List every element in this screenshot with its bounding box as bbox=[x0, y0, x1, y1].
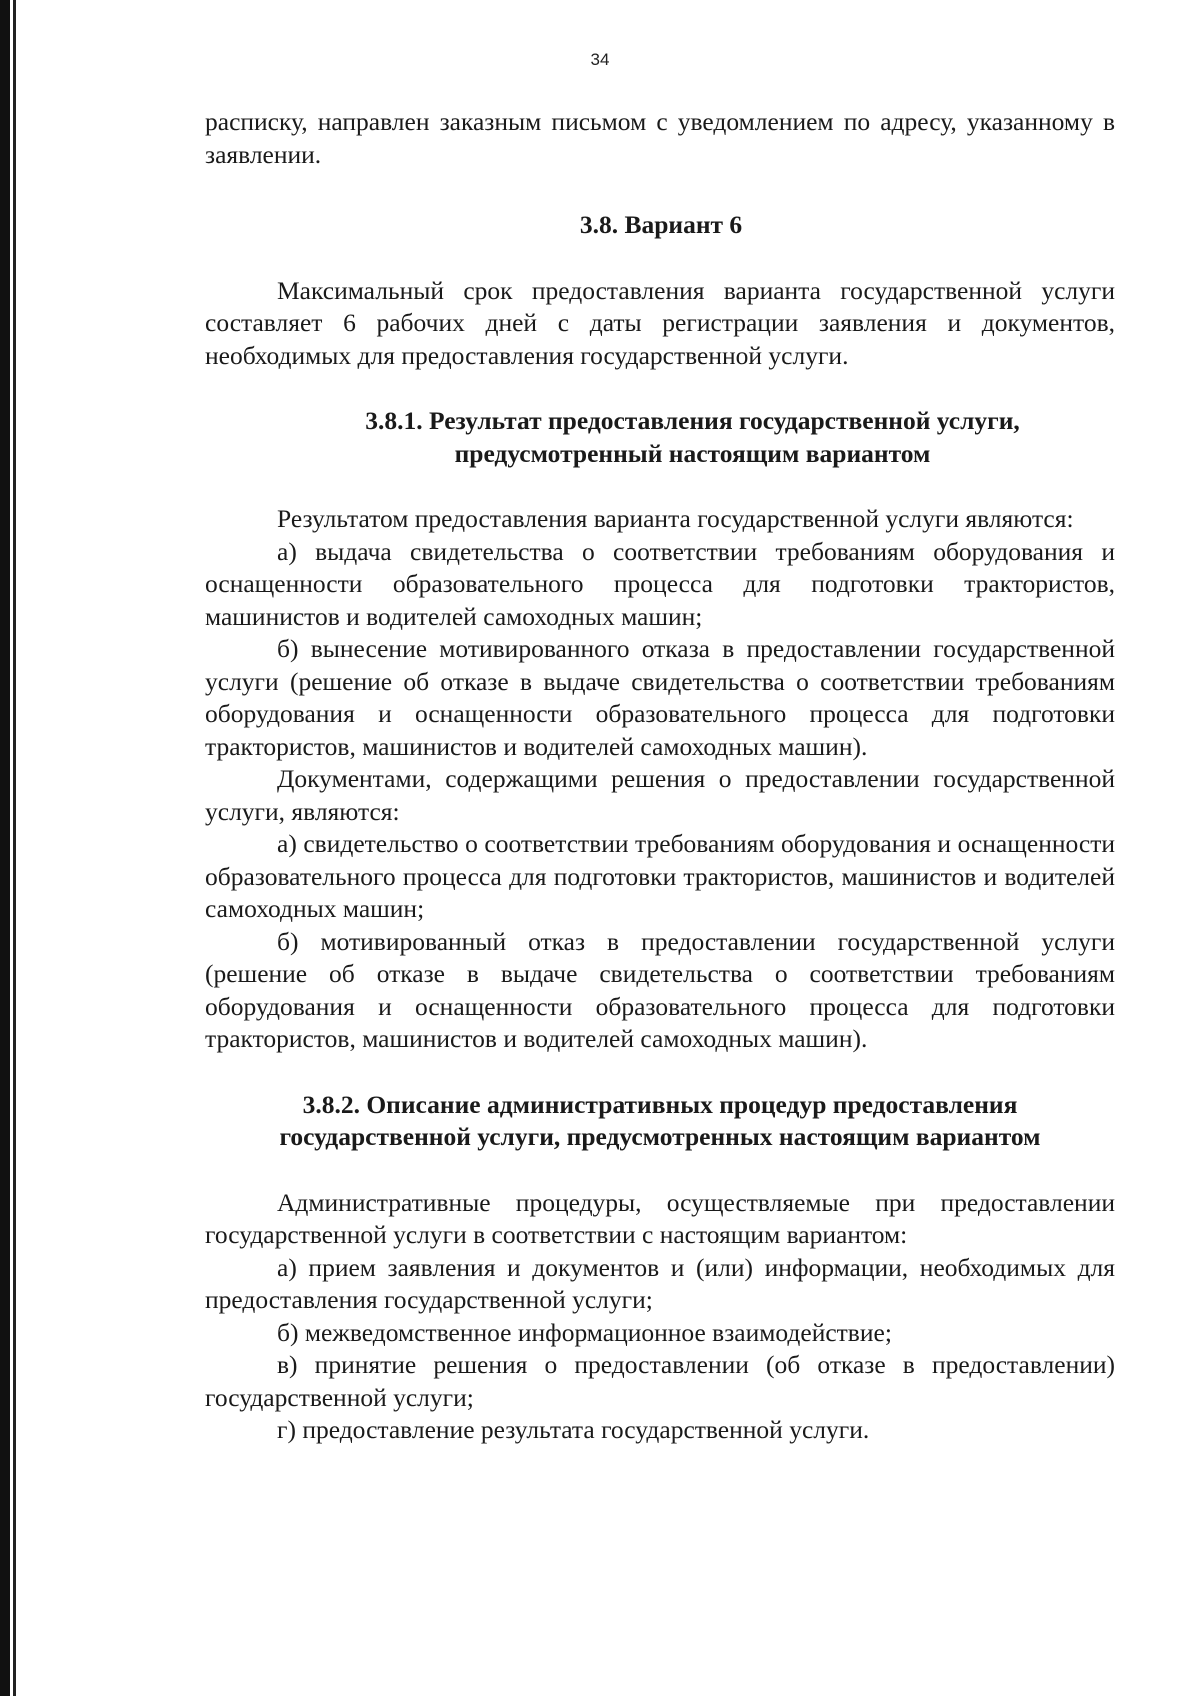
paragraph-max-term: Максимальный срок предоставления варианта государственной услуги составляет 6 рабочих дней с даты регистрации заявления и документов, необходимых для предоставления государственной услуги. bbox=[205, 275, 1115, 370]
page-number: 34 bbox=[590, 50, 610, 69]
list-item-procedures-b: б) межведомственное информационное взаимодействие; bbox=[277, 1317, 892, 1347]
list-item-result-a: а) выдача свидетельства о соответствии требованиям оборудования и оснащенности образовательного процесса для подготовки трактористов, машинистов и водителей самоходных машин; bbox=[205, 536, 1115, 631]
section-heading-procedures: 3.8.2. Описание административных процедур предоставления государственной услуги, предусмотренных настоящим вариантом bbox=[279, 1089, 1041, 1151]
list-item-procedures-d: г) предоставление результата государственной услуги. bbox=[277, 1415, 870, 1444]
list-item-procedures-c: в) принятие решения о предоставлении (об отказе в предоставлении) государственной услуги; bbox=[205, 1350, 1115, 1412]
scan-edge-left bbox=[0, 0, 10, 1696]
paragraph-documents-intro: Документами, содержащими решения о предоставлении государственной услуги, являются: bbox=[205, 764, 1115, 826]
section-heading-variant: 3.8. Вариант 6 bbox=[579, 210, 743, 239]
list-item-documents-b: б) мотивированный отказ в предоставлении государственной услуги (решение об отказе в выдаче свидетельства о соответствии требованиям оборудования и оснащенности образовательного процесса для подготовки трактористов, машинистов и водителей самоходных машин). bbox=[205, 926, 1115, 1053]
list-item-procedures-a: а) прием заявления и документов и (или) информации, необходимых для предоставления государственной услуги; bbox=[205, 1252, 1115, 1314]
paragraph-procedures-intro: Административные процедуры, осуществляемые при предоставлении государственной услуги в соответствии с настоящим вариантом: bbox=[205, 1187, 1115, 1249]
list-item-documents-a: а) свидетельство о соответствии требованиям оборудования и оснащенности образовательного процесса для подготовки трактористов, машинистов и водителей самоходных машин; bbox=[205, 829, 1115, 923]
document-body bbox=[205, 106, 1115, 1447]
paragraph-result-intro: Результатом предоставления варианта государственной услуги являются: bbox=[277, 504, 1074, 533]
list-item-result-b: б) вынесение мотивированного отказа в предоставлении государственной услуги (решение об отказе в выдаче свидетельства о соответствии требованиям оборудования и оснащенности образовательного процесса для подготовки трактористов, машинистов и водителей самоходных машин). bbox=[205, 634, 1115, 761]
scan-edge-line bbox=[13, 0, 16, 1696]
section-heading-result: 3.8.1. Результат предоставления государственной услуги, предусмотренный настоящим вариантом bbox=[365, 406, 1020, 468]
paragraph-continuation: расписку, направлен заказным письмом с уведомлением по адресу, указанному в заявлении. bbox=[205, 107, 1115, 169]
